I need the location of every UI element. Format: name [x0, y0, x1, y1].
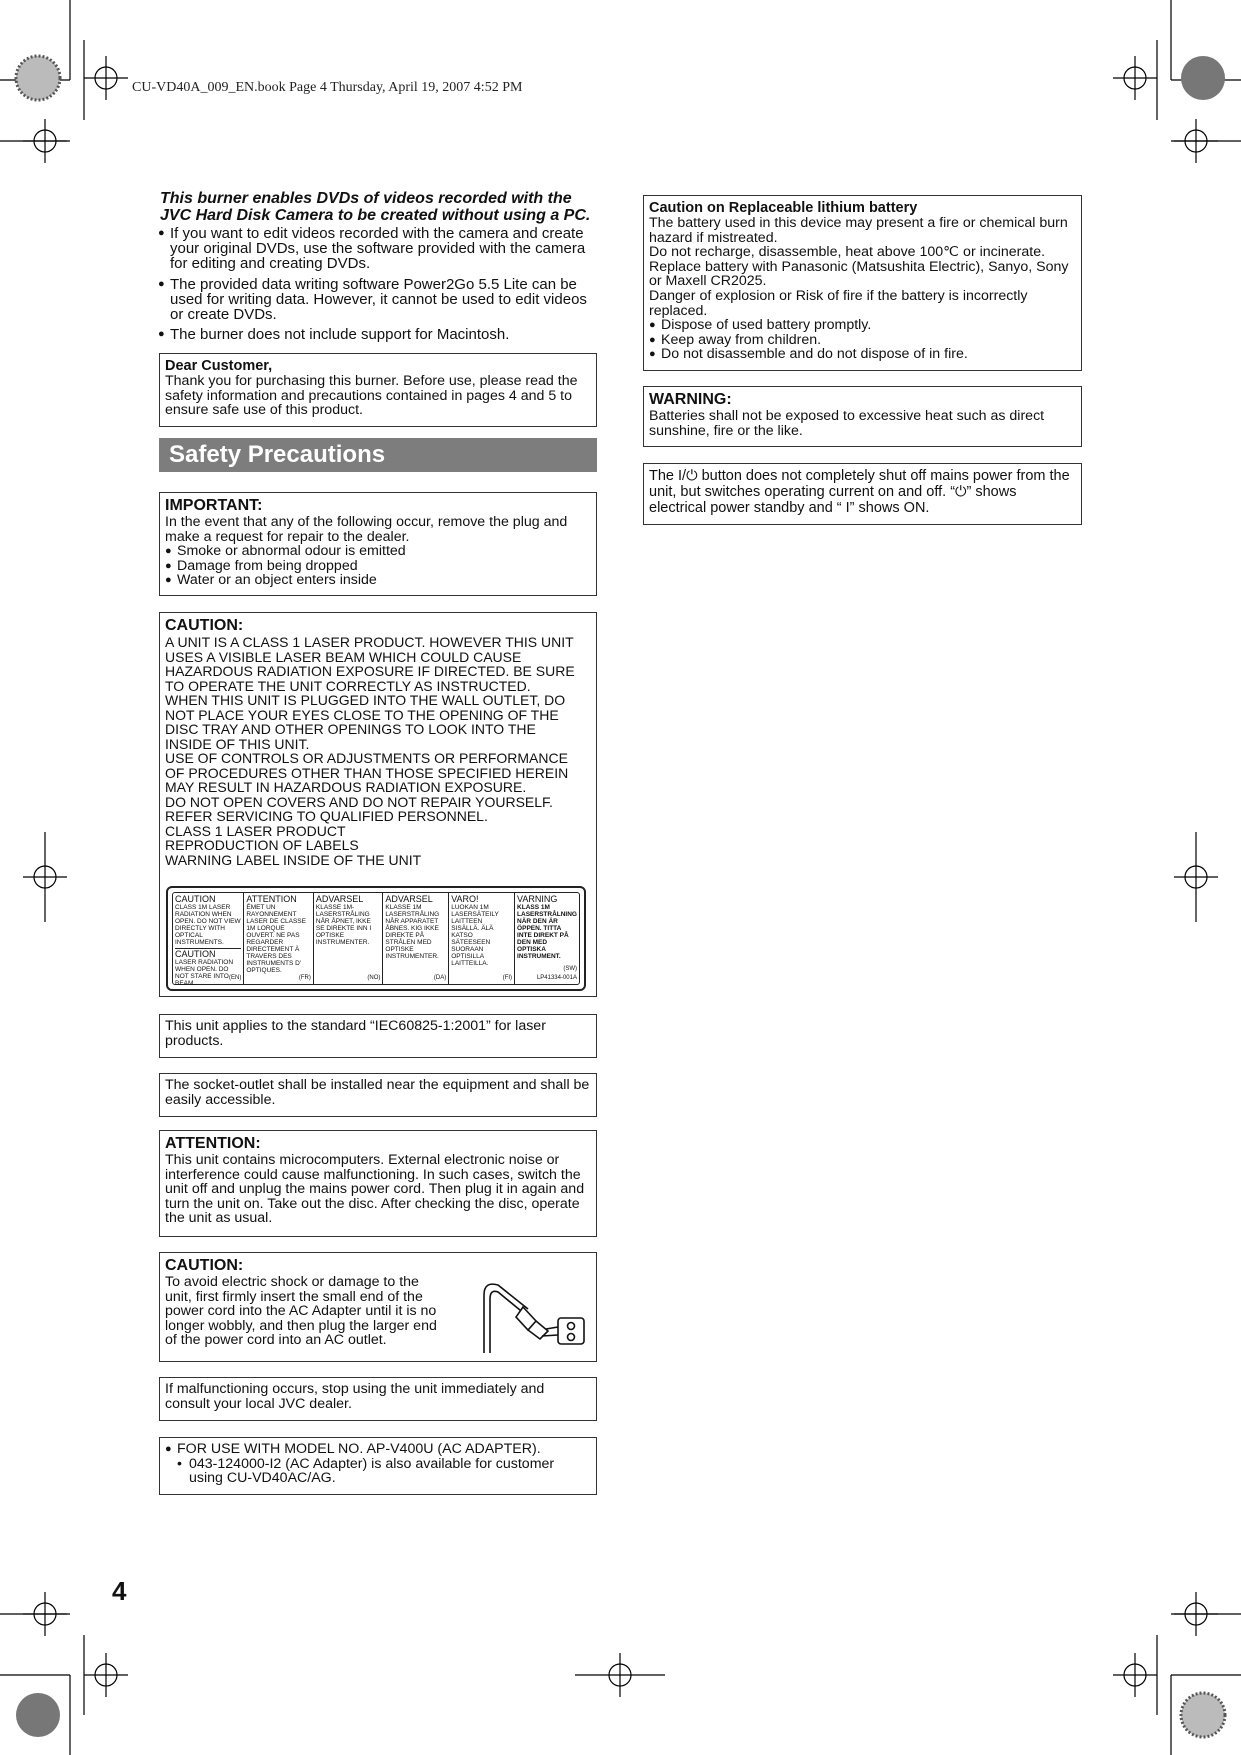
power-caution-heading: CAUTION:	[165, 1257, 244, 1274]
battery-text-2: Do not recharge, disassemble, heat above 100℃ or incinerate.	[649, 244, 1046, 261]
power-caution-box	[159, 1252, 597, 1362]
power-caution-text: To avoid electric shock or damage to the unit, first firmly insert the small end of the power cord into the AC Adapter until it is no longer wobbly, and then plug the larger end of the power cord into an AC outlet.	[165, 1274, 437, 1349]
list-item: ● Water or an object enters inside	[165, 573, 591, 588]
iec-standard-text: This unit applies to the standard “IEC60825-1:2001” for laser products.	[165, 1018, 546, 1049]
battery-warning-box	[643, 386, 1082, 447]
label-column-fr: ATTENTION ÉMET UN RAYONNEMENT LASER DE CLASSE 1M LORQUE OUVERT. NE PAS REGARDER DIRECTEMENT À TRAVERS DES INSTRUMENTS D' OPTIQUES. (FR)	[244, 893, 314, 984]
section-title: Safety Precautions	[159, 438, 597, 472]
list-item: ● Dispose of used battery promptly.	[649, 318, 1076, 333]
list-item: ● Keep away from children.	[649, 333, 1076, 348]
file-meta-header: CU-VD40A_009_EN.book Page 4 Thursday, April 19, 2007 4:52 PM	[132, 80, 523, 95]
battery-text-4: Danger of explosion or Risk of fire if the battery is incorrectly replaced.	[649, 287, 1028, 319]
battery-caution-heading: Caution on Replaceable lithium battery	[649, 200, 918, 216]
intro-title: This burner enables DVDs of videos recorded with the JVC Hard Disk Camera to be created without using a PC.	[160, 190, 591, 224]
laser-caution-text: A UNIT IS A CLASS 1 LASER PRODUCT. HOWEVER THIS UNIT USES A VISIBLE LASER BEAM WHICH COULD CAUSE HAZARDOUS RADIATION EXPOSURE IF DIRECTED. BE SURE TO OPERATE THE UNIT CORRECTLY AS INSTRUCTED. WHEN THIS UNIT IS PLUGGED INTO THE WALL OUTLET, DO NOT PLACE YOUR EYES CLOSE TO THE OPENING OF THE DISC TRAY AND OTHER OPENINGS TO LOOK INTO THE INSIDE OF THIS UNIT. USE OF CONTROLS OR ADJUSTMENTS OR PERFORMANCE OF PROCEDURES OTHER THAN THOSE SPECIFIED HEREIN MAY RESULT IN HAZARDOUS RADIATION EXPOSURE. DO NOT OPEN COVERS AND DO NOT REPAIR YOURSELF. REFER SERVICING TO QUALIFIED PERSONNEL. CLASS 1 LASER PRODUCT REPRODUCTION OF LABELS WARNING LABEL INSIDE OF THE UNIT	[165, 634, 575, 868]
battery-text-1: The battery used in this device may present a fire or chemical burn hazard if mistreated.	[649, 215, 1068, 246]
label-column-sw: VARNING KLASS 1M LASERSTRÅLNING NÄR DEN ÄR ÖPPEN. TITTA INTE DIREKT PÅ DEN MED OPTISKA INSTRUMENT. (SW) LP41334-001A	[517, 894, 577, 981]
label-column-en: CAUTION CLASS 1M LASER RADIATION WHEN OPEN. DO NOT VIEW DIRECTLY WITH OPTICAL INSTRUMENTS. CAUTION LASER RADIATION WHEN OPEN. DO NOT STARE INTO BEAM. (EN)	[173, 893, 244, 984]
list-item: ● The burner does not include support for Macintosh.	[158, 327, 598, 342]
important-list	[165, 544, 591, 588]
important-heading: IMPORTANT:	[165, 497, 263, 514]
battery-caution-box	[643, 195, 1082, 371]
battery-warning-heading: WARNING:	[649, 391, 732, 408]
power-cord-illustration	[468, 1275, 590, 1357]
socket-outlet-text: The socket-outlet shall be installed near the equipment and shall be easily accessible.	[165, 1077, 590, 1108]
page-number: 4	[112, 1576, 127, 1606]
dear-customer-text: Thank you for purchasing this burner. Before use, please read the safety information and precautions contained in pages 4 and 5 to ensure safe use of this product.	[165, 373, 578, 419]
dear-customer-heading: Dear Customer,	[165, 358, 273, 374]
model-info-box	[159, 1437, 597, 1495]
iec-standard-box	[159, 1014, 597, 1058]
important-box	[159, 492, 597, 596]
power-button-note-box	[643, 463, 1082, 525]
label-column-fi: VARO! LUOKAN 1M LASERSÄTEILY LAITTEEN SISÄLLÄ. ÄLÄ KATSO SÄTEESEEN SUORAAN OPTISILLA LAITTEILLA. (FI)	[449, 893, 515, 984]
sub-bullet-icon: •	[177, 1455, 182, 1472]
list-item: ● FOR USE WITH MODEL NO. AP-V400U (AC ADAPTER).	[165, 1442, 591, 1457]
list-item: ● The provided data writing software Power2Go 5.5 Lite can be used for writing data. However, it cannot be used to edit videos or create DVDs.	[158, 277, 598, 323]
label-column-da: ADVARSEL KLASSE 1M LASERSTRÅLING NÅR APPARATET ÅBNES. KIG IKKE DIREKTE PÅ STRÅLEN MED OPTISKE INSTRUMENTER. (DA)	[383, 893, 449, 984]
attention-text: This unit contains microcomputers. External electronic noise or interference could cause malfunctioning. In such cases, switch the unit off and unplug the mains power cord. Then plug it in again and turn the unit on. Take out the disc. After checking the disc, operate the unit as usual.	[165, 1152, 585, 1227]
battery-list	[649, 318, 1076, 362]
malfunction-box	[159, 1377, 597, 1421]
list-item: ● Damage from being dropped	[165, 559, 591, 574]
list-item: ● If you want to edit videos recorded with the camera and create your original DVDs, use the software provided with the camera for editing and creating DVDs.	[158, 226, 598, 272]
battery-text-3: Replace battery with Panasonic (Matsushita Electric), Sanyo, Sony or Maxell CR2025.	[649, 258, 1069, 290]
malfunction-text: If malfunctioning occurs, stop using the unit immediately and consult your local JVC dealer.	[165, 1381, 545, 1412]
intro-bullet-list	[158, 226, 598, 347]
battery-warning-text: Batteries shall not be exposed to excessive heat such as direct sunshine, fire or the like.	[649, 408, 1045, 439]
attention-box	[159, 1130, 597, 1237]
list-item: ● Smoke or abnormal odour is emitted	[165, 544, 591, 559]
dear-customer-box	[159, 353, 597, 427]
label-column-no: ADVARSEL KLASSE 1M-LASERSTRÅLING NÅR ÅPNET, IKKE SE DIREKTE INN I OPTISKE INSTRUMENTER. (NO)	[314, 893, 384, 984]
important-text: In the event that any of the following occur, remove the plug and make a request for repair to the dealer.	[165, 514, 568, 545]
power-button-note-text: The I/⏻ button does not completely shut off mains power from the unit, but switches operating current on and off. “⏻” shows electrical power standby and “ I” shows ON.	[649, 468, 1070, 516]
model-info-subitem: • 043-124000-I2 (AC Adapter) is also available for customer using CU-VD40AC/AG.	[177, 1455, 555, 1487]
warning-label-reproduction	[166, 886, 586, 991]
list-item: ● Do not disassemble and do not dispose of in fire.	[649, 347, 1076, 362]
laser-caution-heading: CAUTION:	[165, 617, 244, 634]
socket-outlet-box	[159, 1073, 597, 1117]
model-info-list	[165, 1442, 591, 1457]
attention-heading: ATTENTION:	[165, 1135, 261, 1152]
laser-caution-box	[159, 612, 597, 997]
